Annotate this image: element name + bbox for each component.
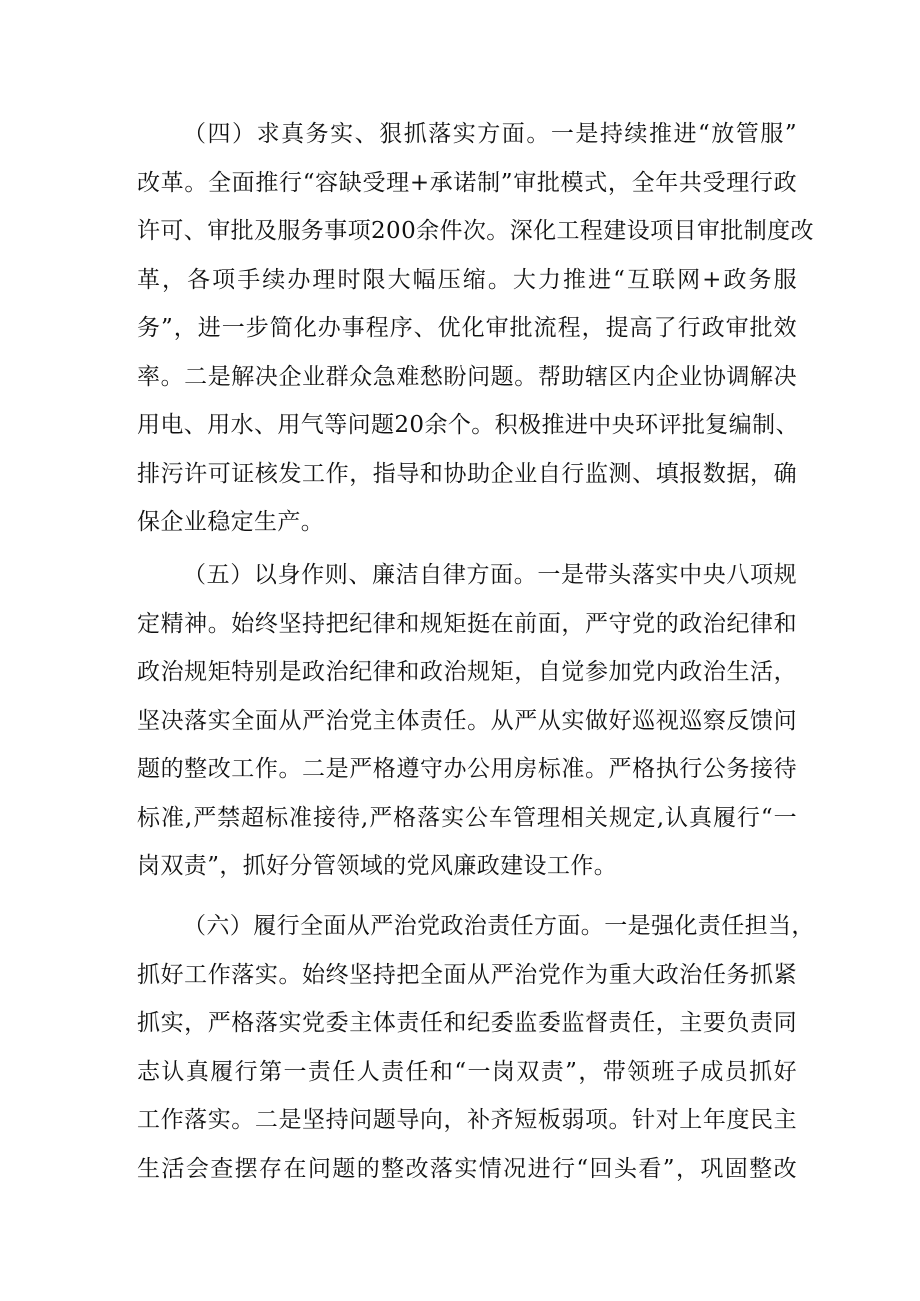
paragraph-line: 生活会查摆存在问题的整改落实情况进行“回头看”，巩固整改 (137, 1155, 797, 1182)
paragraph-line: 革，各项手续办理时限大幅压缩。大力推进“互联网+政务服 (137, 266, 797, 293)
paragraph-line: 坚决落实全面从严治党主体责任。从严从实做好巡视巡察反馈问 (137, 707, 797, 734)
paragraph-line: 志认真履行第一责任人责任和“一岗双责”，带领班子成员抓好 (137, 1058, 797, 1085)
paragraph-line: （四）求真务实、狠抓落实方面。一是持续推进“放管服” (183, 121, 797, 147)
paragraph-line: 保企业稳定生产。 (137, 509, 325, 535)
paragraph-line: 率。二是解决企业群众急难愁盼问题。帮助辖区内企业协调解决 (137, 363, 797, 390)
paragraph-line: （五）以身作则、廉洁自律方面。一是带头落实中央八项规 (183, 562, 797, 588)
paragraph-section-4 (137, 110, 814, 547)
paragraph-line: 务”，进一步简化办事程序、优化审批流程，提高了行政审批效 (137, 315, 797, 341)
paragraph-line: 抓实，严格落实党委主体责任和纪委监委监督责任，主要负责同 (137, 1010, 797, 1036)
paragraph-line: 岗双责”，抓好分管领域的党风廉政建设工作。 (137, 853, 618, 879)
paragraph-line: 用电、用水、用气等问题20余个。积极推进中央环评批复编制、 (137, 412, 799, 438)
paragraph-line: （六）履行全面从严治党政治责任方面。一是强化责任担当， (183, 913, 815, 939)
paragraph-line: 改革。全面推行“容缺受理+承诺制”审批模式，全年共受理行政 (137, 169, 797, 196)
paragraph-line: 题的整改工作。二是严格遵守办公用房标准。严格执行公务接待 (137, 756, 797, 782)
paragraph-line: 抓好工作落实。始终坚持把全面从严治党作为重大政治任务抓紧 (137, 961, 797, 988)
paragraph-line: 排污许可证核发工作，指导和协助企业自行监测、填报数据，确 (137, 460, 797, 487)
paragraph-line: 定精神。始终坚持把纪律和规矩挺在前面，严守党的政治纪律和 (137, 610, 797, 637)
paragraph-line: 许可、审批及服务事项200余件次。深化工程建设项目审批制度改 (137, 218, 814, 244)
paragraph-line: 政治规矩特别是政治纪律和政治规矩，自觉参加党内政治生活， (137, 659, 797, 685)
paragraph-section-5 (137, 551, 797, 891)
paragraph-line: 标准,严禁超标准接待,严格落实公车管理相关规定,认真履行“一 (137, 804, 797, 831)
paragraph-section-6 (137, 902, 815, 1193)
paragraph-line: 工作落实。二是坚持问题导向，补齐短板弱项。针对上年度民主 (137, 1107, 797, 1133)
